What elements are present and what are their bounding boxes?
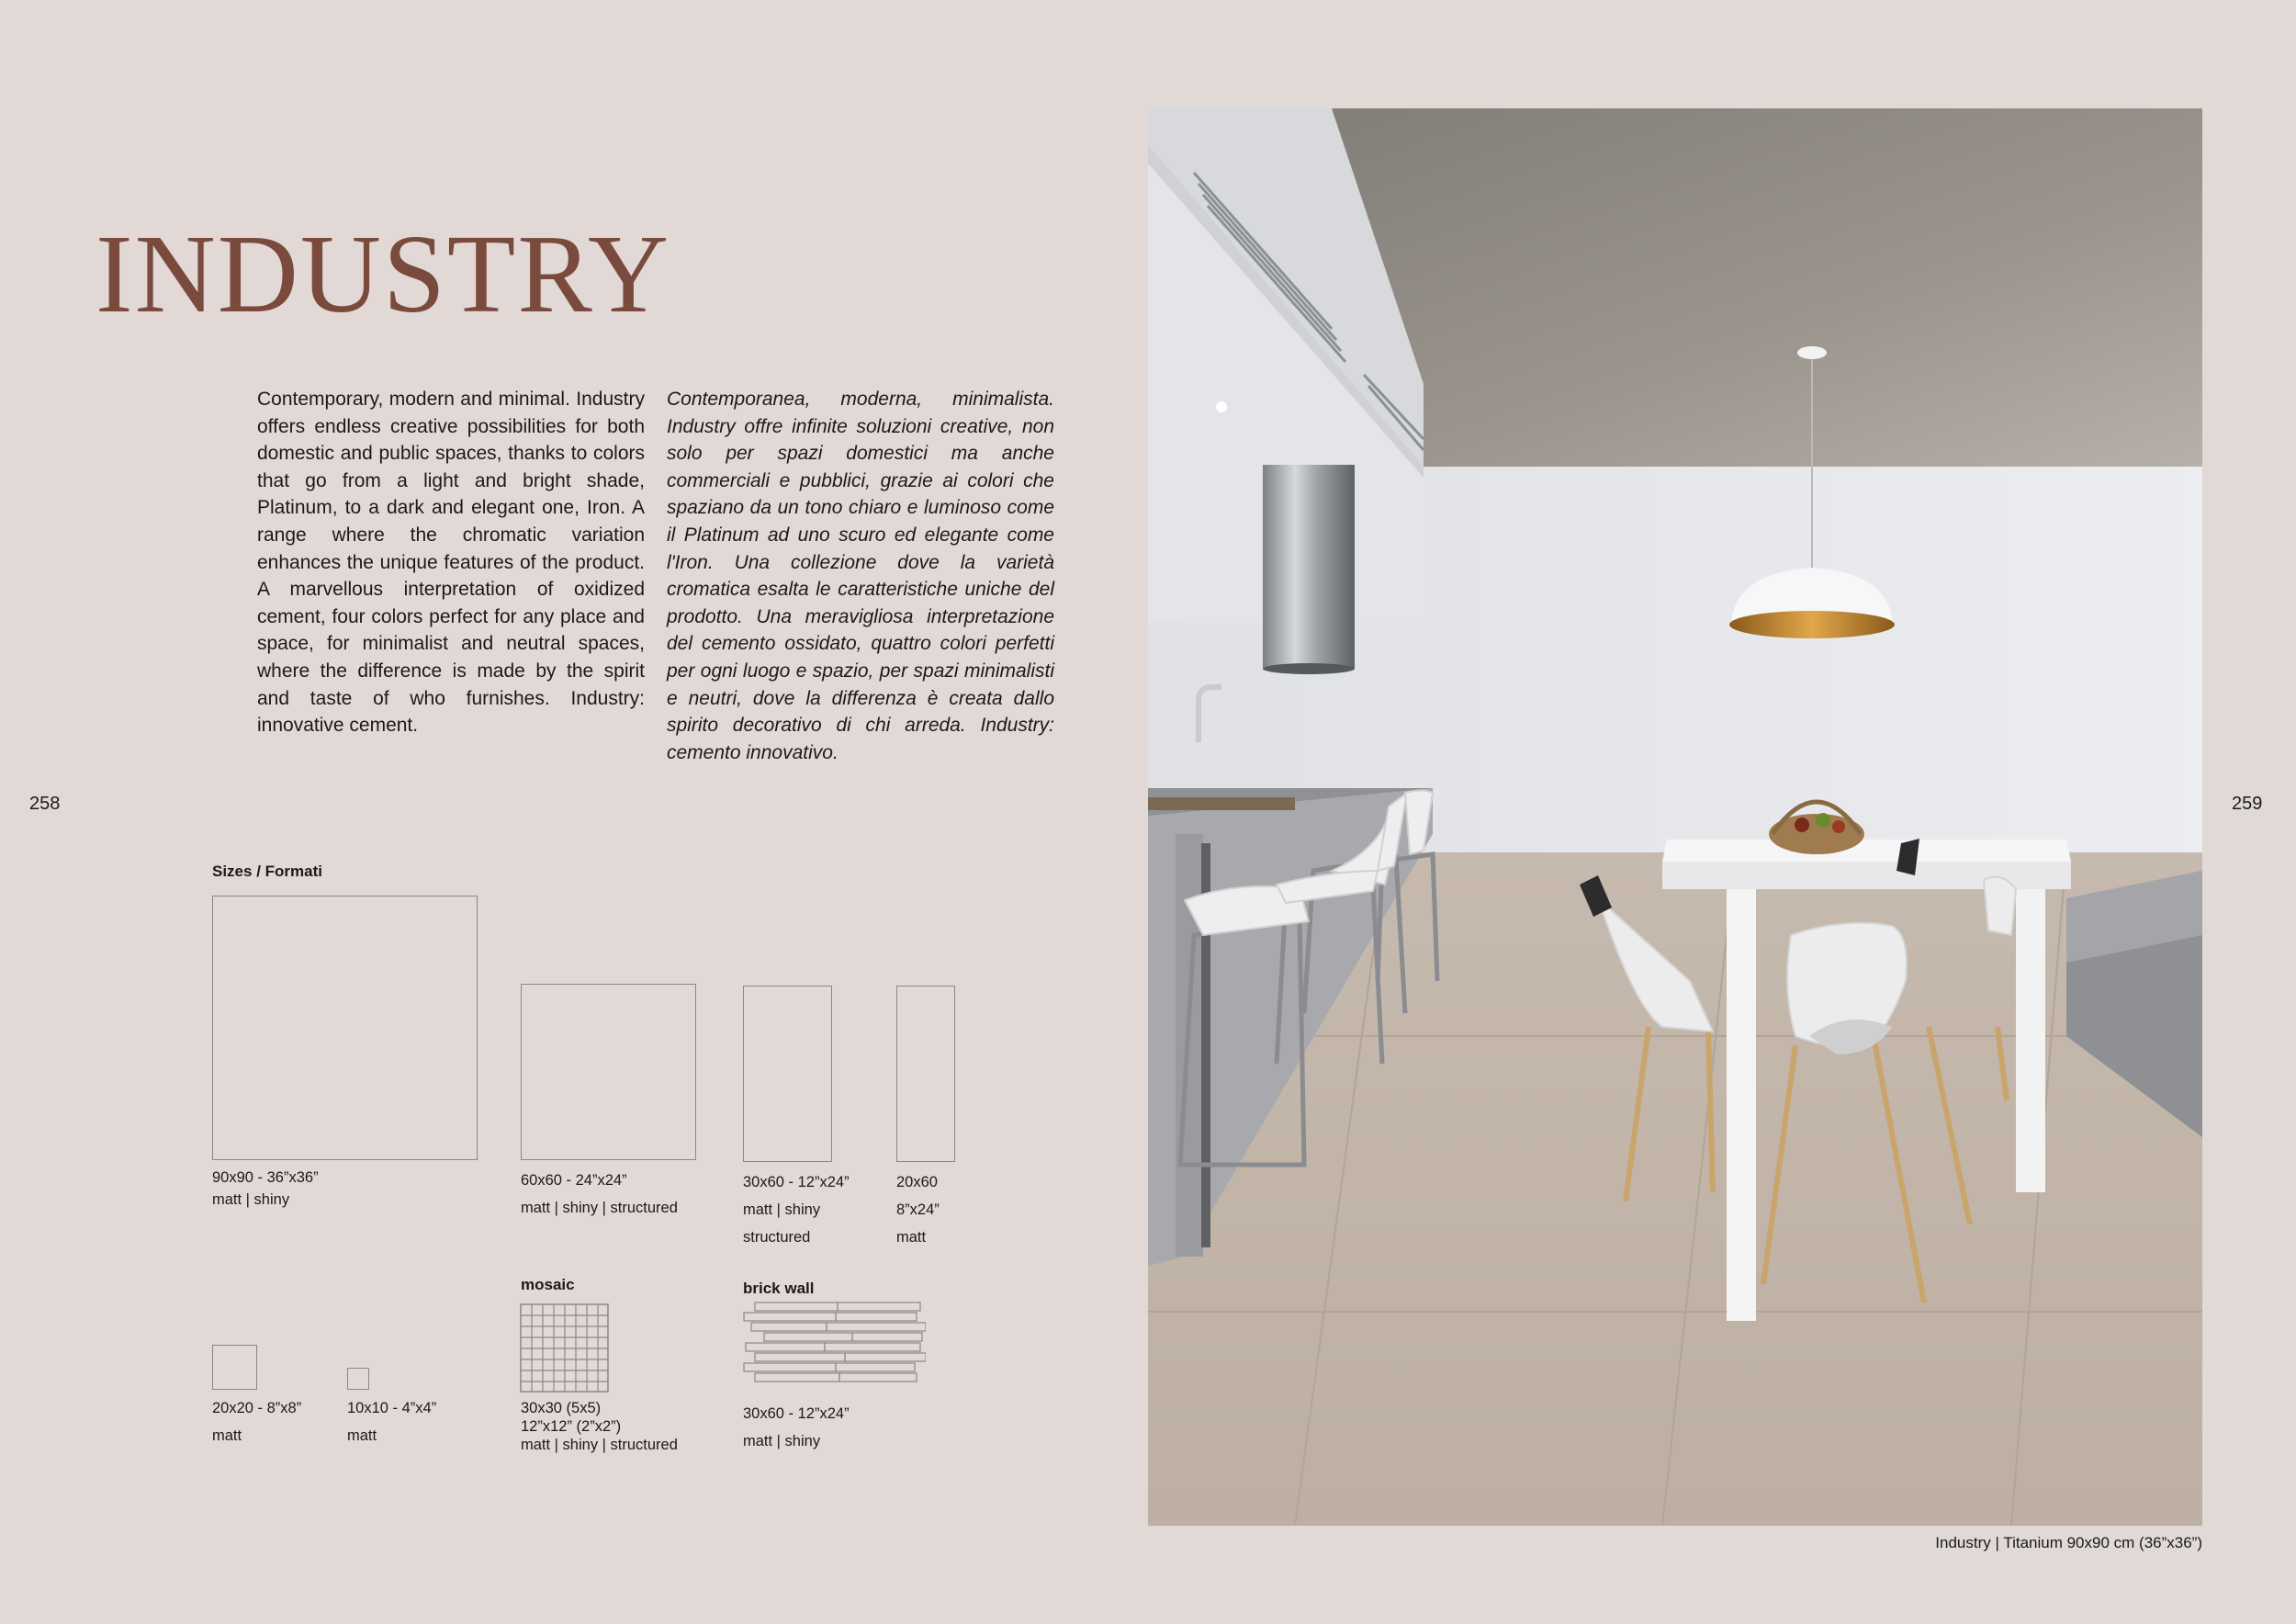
sizes-heading: Sizes / Formati [212, 863, 322, 880]
tile-90x90 [212, 896, 478, 1160]
brick-wall-heading: brick wall [743, 1280, 815, 1297]
mosaic-grid-icon [520, 1303, 610, 1393]
caption-90x90: 90x90 - 36”x36” matt | shiny [212, 1169, 319, 1208]
left-page [0, 0, 1146, 1624]
caption-brick-wall: 30x60 - 12”x24” matt | shiny [743, 1405, 850, 1449]
page-number-left: 258 [29, 794, 61, 814]
page-number-right: 259 [2232, 794, 2263, 814]
mosaic-heading: mosaic [521, 1276, 575, 1293]
tile-20x20 [212, 1345, 257, 1390]
description-italian: Contemporanea, moderna, minimalista. Industry offre infinite soluzioni creative, non solo per spazi domestici ma anche commerciali e pubblici, grazie ai colori che spaziano da un tono chiaro e luminoso come il Platinum ad uno scuro ed elegante come l'Iron. Una collezione dove la varietà cromatica esalta le caratteristiche uniche del prodotto. Una meravigliosa interpretazione del cemento ossidato, quattro colori perfetti per ogni luogo e spazio, per spazi minimalisti e neutri, dove la differenza è creata dallo spirito decorativo di chi arreda. Industry: cemento innovativo. [667, 389, 1054, 763]
kitchen-dining-image [1148, 108, 2202, 1526]
tile-60x60 [521, 984, 696, 1160]
collection-title: INDUSTRY [96, 212, 671, 336]
tile-20x60 [896, 986, 955, 1162]
caption-20x20: 20x20 - 8”x8” matt [212, 1400, 302, 1444]
brick-wall-icon [742, 1302, 926, 1390]
tile-10x10 [347, 1368, 369, 1390]
caption-20x60: 20x60 8”x24” matt [896, 1174, 940, 1246]
interior-photo [1148, 108, 2202, 1526]
description-english: Contemporary, modern and minimal. Industry offers endless creative possibilities for both domestic and public spaces, thanks to colors that go from a light and bright shade, Platinum, to a dark and elegant one, Iron. A range where the chromatic variation enhances the unique features of the product. A marvellous interpretation of oxidized cement, four colors perfect for any place and space, for minimalist and neutral spaces, where the difference is made by the spirit and taste of who furnishes. Industry: innovative cement. [257, 389, 645, 737]
caption-mosaic: 30x30 (5x5) 12”x12” (2”x2”) matt | shiny | structured [521, 1400, 678, 1453]
caption-10x10: 10x10 - 4”x4” matt [347, 1400, 437, 1444]
caption-30x60: 30x60 - 12”x24” matt | shiny structured [743, 1174, 850, 1246]
caption-60x60: 60x60 - 24”x24” matt | shiny | structured [521, 1172, 678, 1216]
photo-caption: Industry | Titanium 90x90 cm (36”x36”) [1935, 1534, 2202, 1551]
tile-30x60 [743, 986, 832, 1162]
